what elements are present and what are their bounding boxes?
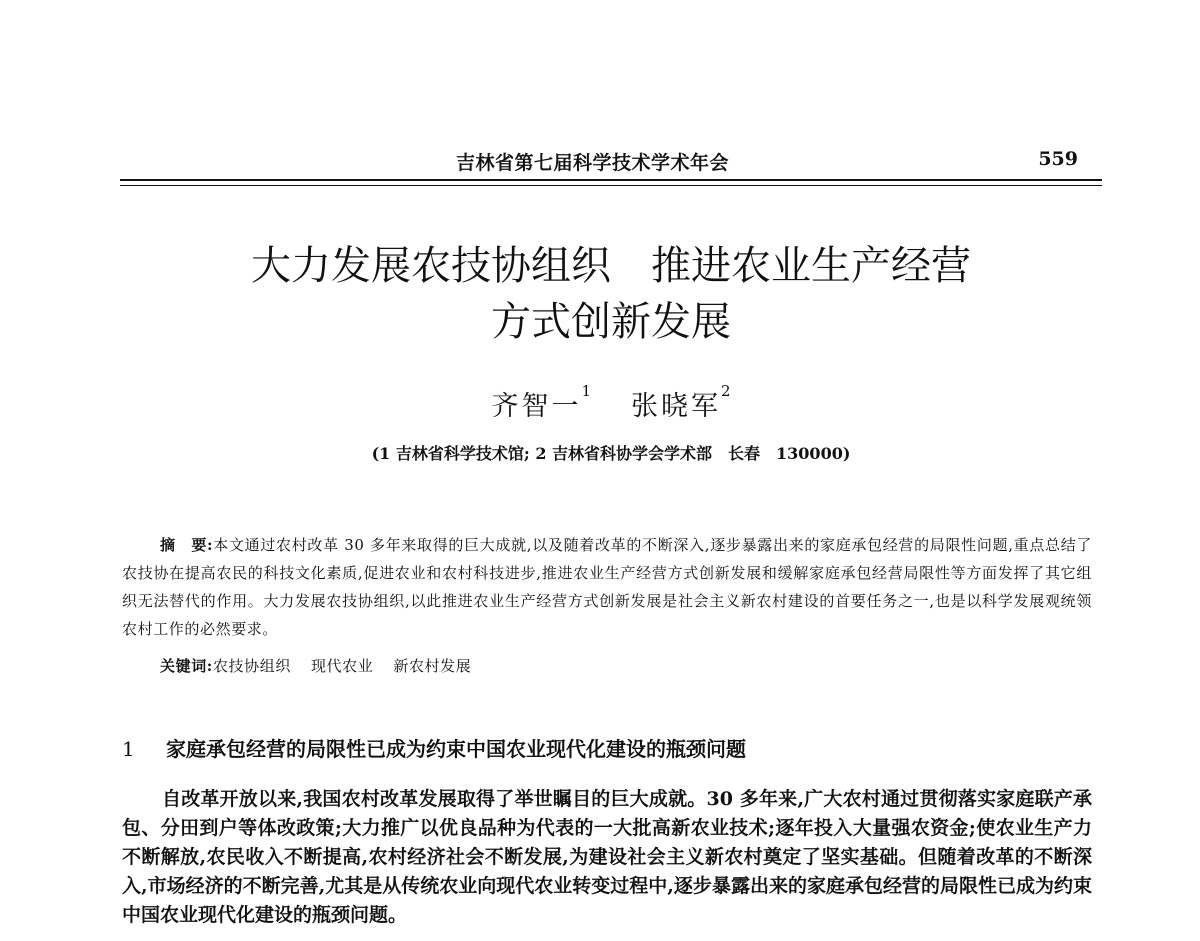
journal-name: 吉林省第七届科学技术学术年会 [456, 152, 730, 174]
body-paragraph: 自改革开放以来,我国农村改革发展取得了举世瞩目的巨大成就。30 多年来,广大农村通过贯彻落实家庭联产承包、分田到户等体改政策;大力推广以优良品种为代表的一大批高新农业技术;逐年投入大量强农资金;使农业生产力不断解放,农民收入不断提高,农村经济社会不断发展,为建设社会主义新农村奠定了坚实基础。但随着改革的不断深入,市场经济的不断完善,尤其是从传统农业向现代农业转变过程中,逐步暴露出来的家庭承包经营的局限性已成为约束中国农业现代化建设的瓶颈问题。 [122, 788, 1092, 926]
paper-title [120, 238, 1102, 350]
keyword: 新农村发展 [393, 657, 472, 675]
author-name: 齐智一 [491, 391, 582, 422]
affiliation: (1 吉林省科学技术馆; 2 吉林省科协学会学术部 长春 130000) [371, 444, 851, 463]
author-list [120, 384, 1102, 423]
abstract-label: 摘 要: [160, 536, 214, 554]
section-title: 家庭承包经营的局限性已成为约束中国农业现代化建设的瓶颈问题 [166, 737, 746, 761]
header-rule-thin [120, 185, 1102, 186]
author-affiliation-mark: 2 [721, 382, 731, 400]
abstract-text: 本文通过农村改革 30 多年来取得的巨大成就,以及随着改革的不断深入,逐步暴露出来的家庭承包经营的局限性问题,重点总结了农技协在提高农民的科技文化素质,促进农业和农村科技进步,推进农业生产经营方式创新发展和缓解家庭承包经营局限性等方面发挥了其它组织无法替代的作用。大力发展农技协组织,以此推进农业生产经营方式创新发展是社会主义新农村建设的首要任务之一,也是以科学发展观统领农村工作的必然要求。 [122, 536, 1093, 638]
keyword: 现代农业 [310, 657, 374, 675]
header-rule-thick [120, 179, 1102, 181]
author-name: 张晓军 [631, 391, 721, 422]
keywords-label: 关键词: [160, 657, 213, 675]
section-heading [122, 733, 1092, 762]
section-number: 1 [122, 737, 135, 761]
title-line-1: 大力发展农技协组织 推进农业生产经营 [251, 243, 971, 289]
running-header [120, 148, 1088, 174]
keyword: 农技协组织 [212, 657, 291, 675]
keywords [160, 652, 1090, 680]
author-affiliation-mark: 1 [581, 382, 591, 400]
abstract [122, 531, 1092, 643]
title-line-2: 方式创新发展 [491, 299, 731, 345]
page-number: 559 [1038, 148, 1078, 170]
